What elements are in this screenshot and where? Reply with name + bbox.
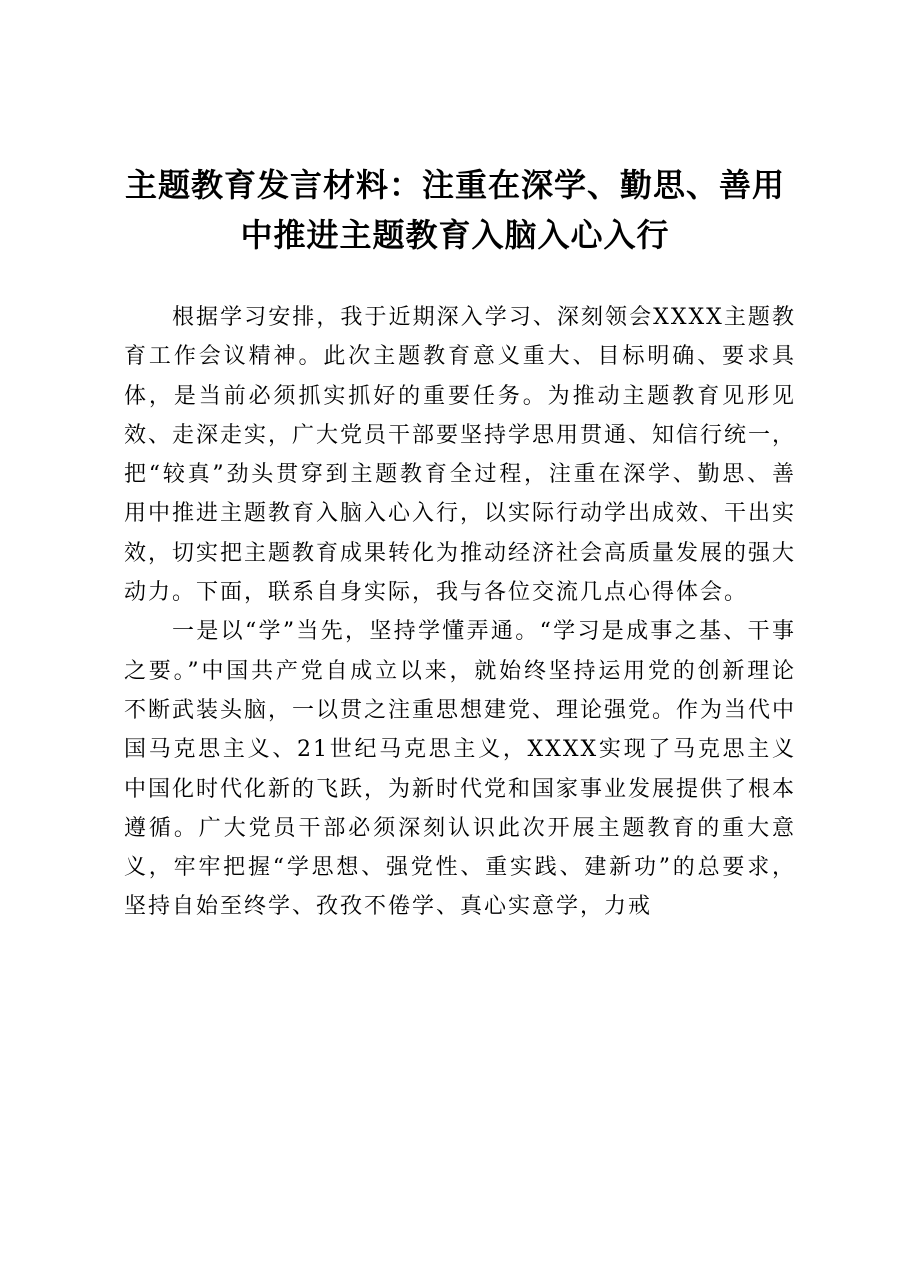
document-title — [110, 160, 800, 260]
title-line-2: 中推进主题教育入脑入心入行 — [240, 216, 670, 254]
paragraph-intro: 根据学习安排，我于近期深入学习、深刻领会XXXX主题教育工作会议精神。此次主题教育意义重大、目标明确、要求具体，是当前必须抓实抓好的重要任务。为推动主题教育见形见效、走深走实，广大党员干部要坚持学思用贯通、知信行统一，把“较真”劲头贯穿到主题教育全过程，注重在深学、勤思、善用中推进主题教育入脑入心入行，以实际行动学出成效、干出实效，切实把主题教育成果转化为推动经济社会高质量发展的强大动力。下面，联系自身实际，我与各位交流几点心得体会。 — [124, 305, 797, 606]
paragraph-point-one: 一是以“学”当先，坚持学懂弄通。“学习是成事之基、干事之要。”中国共产党自成立以来，就始终坚持运用党的创新理论不断武装头脑，一以贯之注重思想建党、理论强党。作为当代中国马克思主义、21世纪马克思主义，XXXX实现了马克思主义中国化时代化新的飞跃，为新时代党和国家事业发展提供了根本遵循。广大党员干部必须深刻认识此次开展主题教育的重大意义，牢牢把握“学思想、强党性、重实践、建新功”的总要求，坚持自始至终学、孜孜不倦学、真心实意学，力戒 — [124, 619, 797, 920]
title-line-1: 主题教育发言材料：注重在深学、勤思、善用 — [124, 166, 785, 204]
document-body — [124, 298, 796, 927]
